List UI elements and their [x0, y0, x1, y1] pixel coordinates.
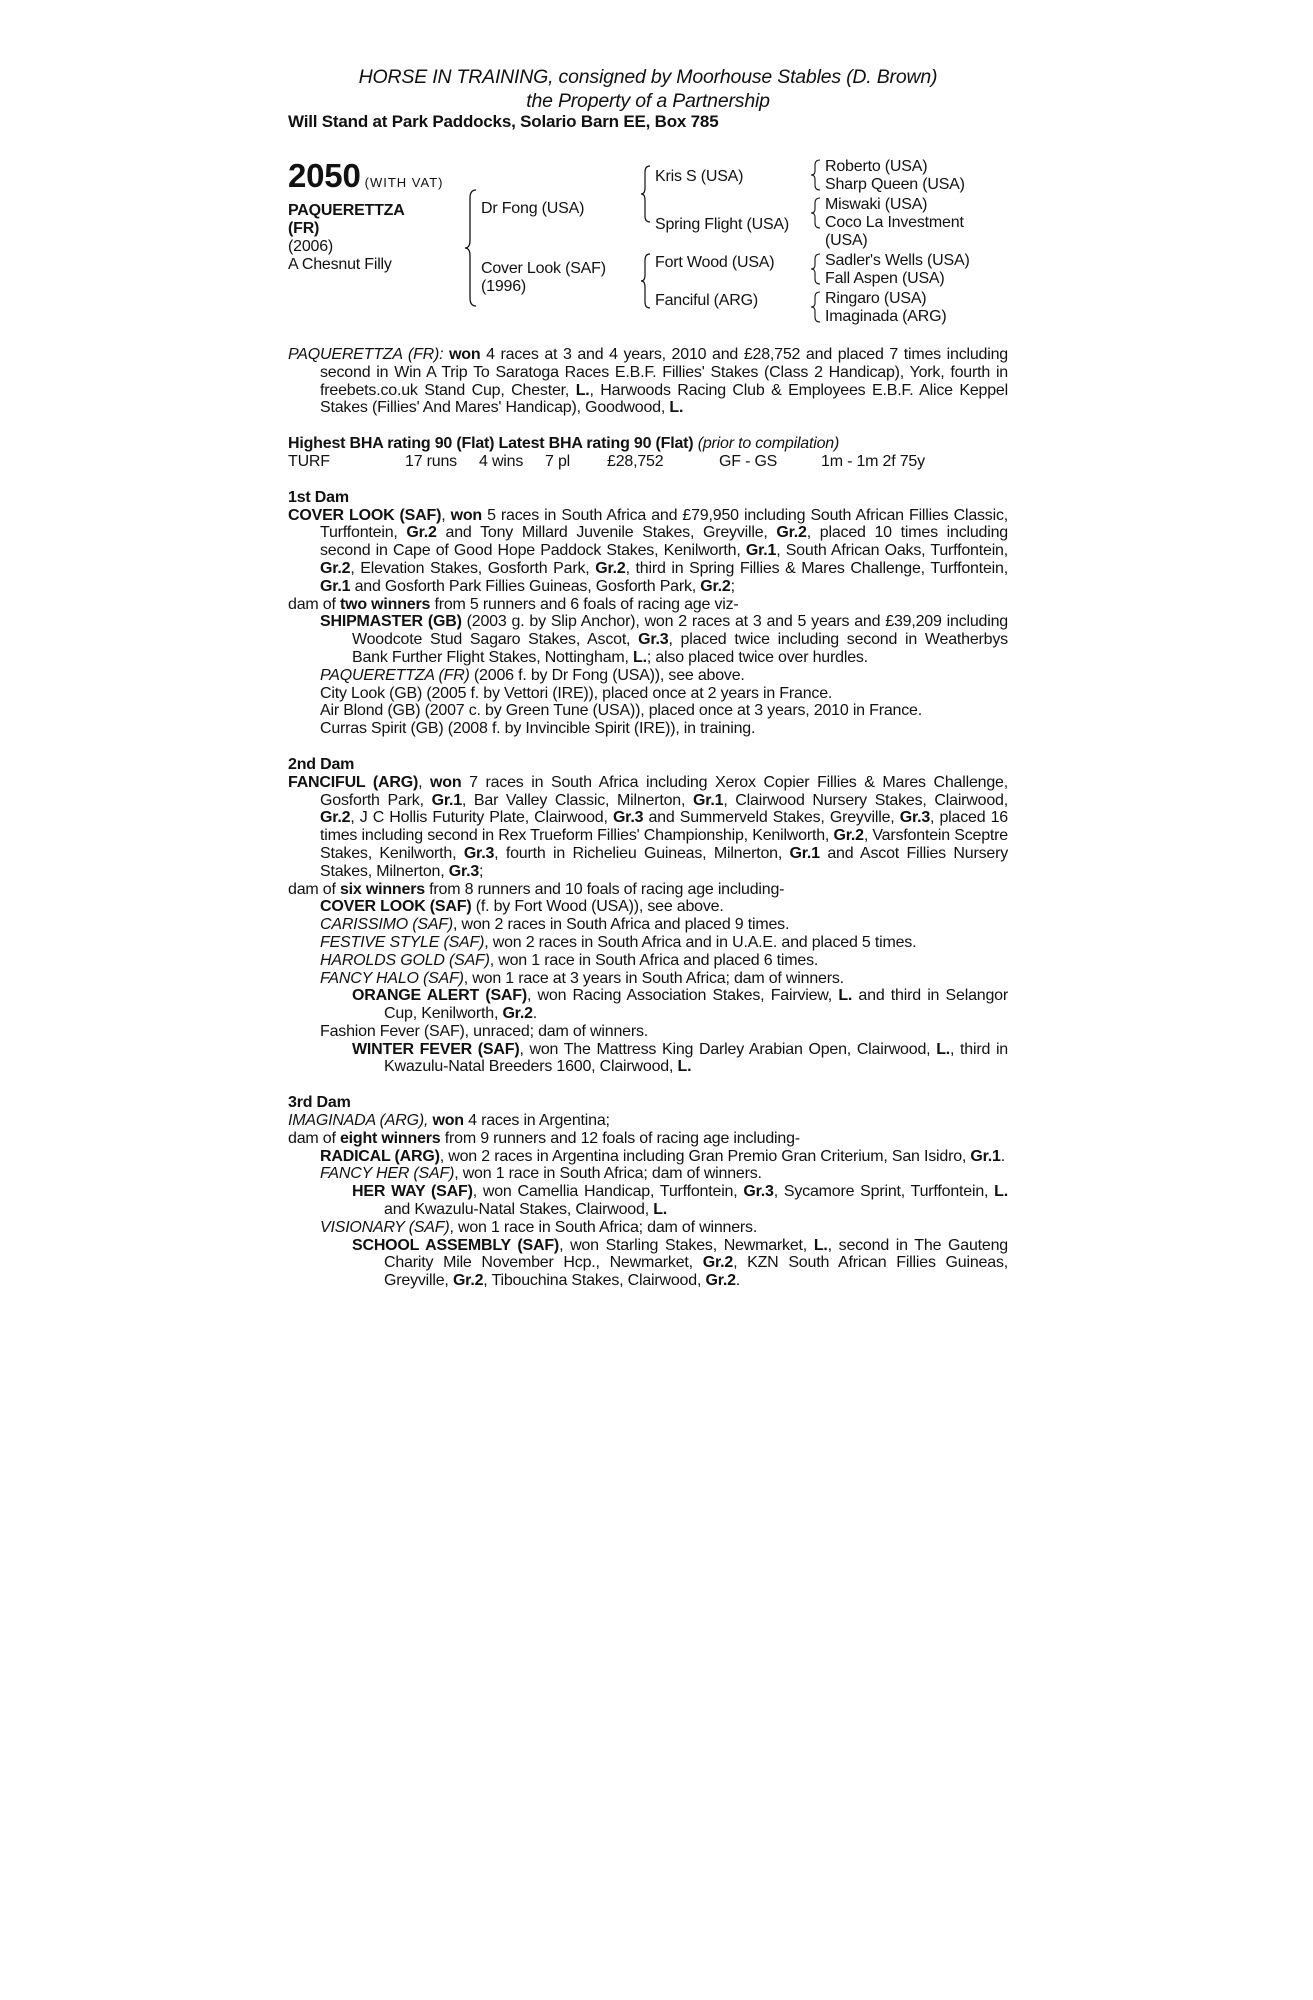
sire-dam: Spring Flight (USA): [655, 216, 790, 233]
pedigree-brace-dd: [810, 290, 822, 324]
dam-sire: Fort Wood (USA): [655, 254, 775, 271]
second-dam-record: FANCIFUL (ARG), won 7 races in South Africa including Xerox Copier Fillies & Mares Challenge, Gosforth Park, Gr.1, Bar Valley Classic, Milnerton, Gr.1, Clairwood Nursery Stakes, Clairwood, Gr.2, J C Hollis Futurity Plate, Clairwood, Gr.3 and Summerveld Stakes, Greyville, Gr.3, placed 16 times including second in Rex Trueform Fillies' Championship, Kenilworth, Gr.2, Varsfontein Sceptre Stakes, Kenilworth, Gr.3, fourth in Richelieu Guineas, Milnerton, Gr.1 and Ascot Fillies Nursery Stakes, Milnerton, Gr.3;: [288, 773, 1009, 880]
first-dam-record: COVER LOOK (SAF), won 5 races in South Africa and £79,950 including South African Fillies Classic, Turffontein, Gr.2 and Tony Millard Juvenile Stakes, Greyville, Gr.2, placed 10 times including second in Cape of Good Hope Paddock Stakes, Kenilworth, Gr.1, South African Oaks, Turffontein, Gr.2, Elevation Stakes, Gosforth Park, Gr.2, third in Spring Fillies & Mares Challenge, Turffontein, Gr.1 and Gosforth Park Fillies Guineas, Gosforth Park, Gr.2;: [288, 506, 1009, 595]
pedigree-brace-ss: [810, 158, 822, 192]
first-dam-produce-summary: dam of two winners from 5 runners and 6 foals of racing age viz-: [288, 595, 739, 613]
produce-shipmaster: SHIPMASTER (GB) (2003 g. by Slip Anchor), won 2 races at 3 and 5 years and £39,209 including Woodcote Stud Sagaro Stakes, Ascot, Gr.3, placed twice including second in Weatherbys Bank Further Flight Stakes, Nottingham, L.; also placed twice over hurdles.: [320, 613, 1008, 666]
ds-dam: Fall Aspen (USA): [825, 270, 945, 287]
produce-winter-fever: WINTER FEVER (SAF), won The Mattress King Darley Arabian Open, Clairwood, L., third in Kwazulu-Natal Breeders 1600, Clairwood, L.: [352, 1040, 1008, 1076]
first-dam-heading: 1st Dam: [288, 488, 349, 506]
sd-dam-country: (USA): [825, 232, 868, 249]
pedigree-brace-main: [464, 188, 478, 308]
second-dam-produce-summary: dam of six winners from 8 runners and 10 foals of racing age including-: [288, 880, 785, 898]
rating-section: [288, 435, 1008, 471]
sire: Dr Fong (USA): [481, 200, 585, 217]
produce-orange-alert: ORANGE ALERT (SAF), won Racing Association Stakes, Fairview, L. and third in Selangor Cup, Kenilworth, Gr.2.: [352, 987, 1008, 1023]
ds-sire: Sadler's Wells (USA): [825, 252, 970, 269]
pedigree-brace-ds: [810, 252, 822, 286]
sire-sire: Kris S (USA): [655, 168, 744, 185]
produce-her-way: HER WAY (SAF), won Camellia Handicap, Turffontein, Gr.3, Sycamore Sprint, Turffontein, L. and Kwazulu-Natal Stakes, Clairwood, L.: [352, 1183, 1008, 1219]
produce-radical: RADICAL (ARG), won 2 races in Argentina including Gran Premio Gran Criterium, San Isidro, Gr.1.: [320, 1147, 1005, 1165]
stable-location: Will Stand at Park Paddocks, Solario Barn EE, Box 785: [288, 112, 719, 131]
produce-fashion-fever: Fashion Fever (SAF), unraced; dam of winners.: [320, 1022, 649, 1040]
second-dam-section: [288, 756, 1008, 1076]
produce-festive-style: FESTIVE STYLE (SAF), won 2 races in South Africa and in U.A.E. and placed 5 times.: [320, 933, 917, 951]
record-horse-name: PAQUERETTZA (FR): [288, 346, 440, 363]
second-dam-heading: 2nd Dam: [288, 755, 355, 773]
dam-dam: Fanciful (ARG): [655, 292, 758, 309]
ss-sire: Roberto (USA): [825, 158, 928, 175]
horse-description: A Chesnut Filly: [288, 256, 392, 273]
dam-year: (1996): [481, 278, 527, 295]
produce-fancy-halo: FANCY HALO (SAF), won 1 race at 3 years in South Africa; dam of winners.: [320, 969, 844, 987]
third-dam-produce-summary: dam of eight winners from 9 runners and 12 foals of racing age including-: [288, 1129, 800, 1147]
race-record: PAQUERETTZA (FR): won 4 races at 3 and 4 years, 2010 and £28,752 and placed 7 times including second in Win A Trip To Saratoga Races E.B.F. Fillies' Stakes (Class 2 Handicap), York, fourth in freebets.co.uk Stand Cup, Chester, L., Harwoods Racing Club & Employees E.B.F. Alice Keppel Stakes (Fillies' And Mares' Handicap), Goodwood, L.: [288, 346, 1008, 417]
horse-year: (2006): [288, 238, 334, 255]
produce-air-blond: Air Blond (GB) (2007 c. by Green Tune (USA)), placed once at 3 years, 2010 in France.: [320, 702, 922, 720]
dd-dam: Imaginada (ARG): [825, 308, 947, 325]
horse-name: PAQUERETTZA: [288, 202, 405, 219]
first-dam-section: [288, 489, 1008, 738]
lot-number: 2050: [288, 157, 361, 194]
sd-sire: Miswaki (USA): [825, 196, 928, 213]
sd-dam: Coco La Investment: [825, 214, 964, 231]
dam: Cover Look (SAF): [481, 260, 606, 277]
horse-info: [288, 202, 438, 274]
pedigree-brace-sd: [810, 196, 822, 230]
rating-line: Highest BHA rating 90 (Flat) Latest BHA rating 90 (Flat) (prior to compilation): [288, 435, 840, 453]
horse-country: (FR): [288, 220, 320, 237]
produce-city-look: City Look (GB) (2005 f. by Vettori (IRE)), placed once at 2 years in France.: [320, 684, 833, 702]
third-dam-heading: 3rd Dam: [288, 1094, 351, 1112]
produce-visionary: VISIONARY (SAF), won 1 race in South Africa; dam of winners.: [320, 1218, 758, 1236]
produce-cover-look: COVER LOOK (SAF) (f. by Fort Wood (USA)), see above.: [320, 898, 724, 916]
catalogue-page: [288, 64, 1008, 1290]
third-dam-section: [288, 1094, 1008, 1290]
dd-sire: Ringaro (USA): [825, 290, 927, 307]
produce-carissimo: CARISSIMO (SAF), won 2 races in South Africa and placed 9 times.: [320, 916, 790, 934]
pedigree-brace-sire: [640, 164, 652, 224]
turf-record: TURF 17 runs 4 wins 7 pl £28,752 GF - GS 1m - 1m 2f 75y: [288, 452, 925, 470]
lot-number-row: [288, 158, 443, 194]
produce-fancy-her: FANCY HER (SAF), won 1 race in South Africa; dam of winners.: [320, 1165, 762, 1183]
pedigree-brace-dam: [640, 252, 652, 310]
produce-harolds-gold: HAROLDS GOLD (SAF), won 1 race in South Africa and placed 6 times.: [320, 951, 819, 969]
property-line: the Property of a Partnership: [526, 90, 770, 112]
produce-curras-spirit: Curras Spirit (GB) (2008 f. by Invincible Spirit (IRE)), in training.: [320, 720, 756, 738]
produce-school-assembly: SCHOOL ASSEMBLY (SAF), won Starling Stakes, Newmarket, L., second in The Gauteng Charity Mile November Hcp., Newmarket, Gr.2, KZN South African Fillies Guineas, Greyville, Gr.2, Tibouchina Stakes, Clairwood, Gr.2.: [352, 1236, 1009, 1290]
third-dam-record: IMAGINADA (ARG), won 4 races in Argentina;: [288, 1112, 610, 1130]
consignor-line: HORSE IN TRAINING, consigned by Moorhouse Stables (D. Brown): [358, 66, 938, 88]
pedigree-block: [288, 158, 1008, 338]
vat-note: (WITH VAT): [364, 175, 444, 190]
ss-dam: Sharp Queen (USA): [825, 176, 965, 193]
produce-paquerettza: PAQUERETTZA (FR) (2006 f. by Dr Fong (USA)), see above.: [320, 666, 745, 684]
